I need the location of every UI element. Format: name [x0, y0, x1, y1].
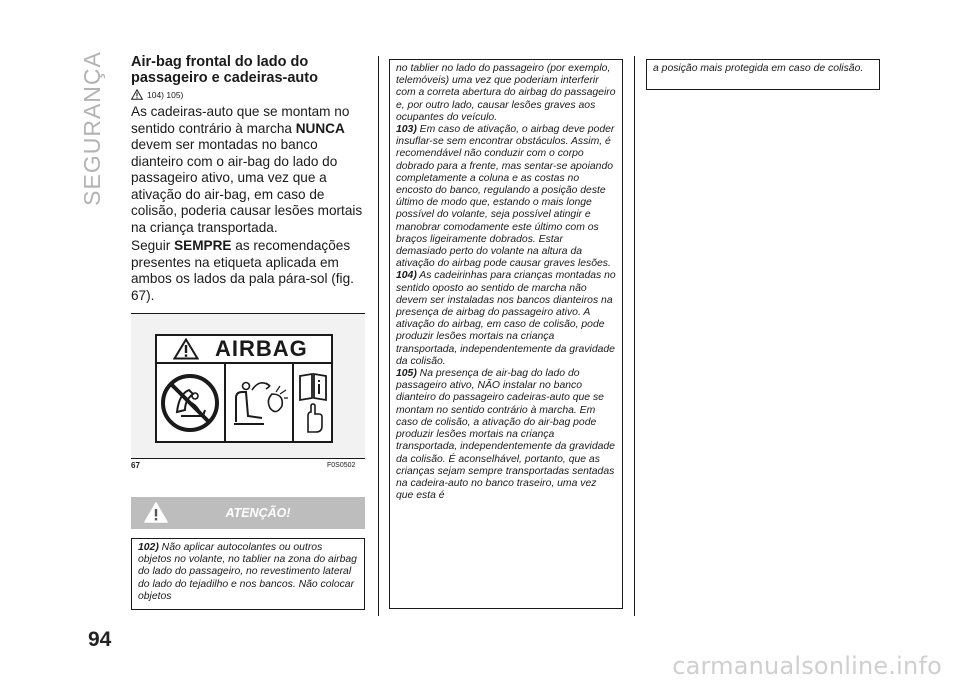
body-p2-a: Seguir	[131, 238, 175, 253]
warning-references-text: 104) 105)	[147, 89, 184, 100]
figure-67	[131, 314, 365, 459]
column-divider-2	[634, 56, 635, 616]
warning-103-text: Em caso de ativação, o airbag deve poder insuflar-se sem encontrar obstáculos. Assim, é recomendável não conduzir com o corpo dobrado para a frente, mas sentar-se apoiando completamente a coluna e as costas no encosto do banco, regulando a posição deste último de modo que, estando o mais longe possível do volante, seja possível atingir e manobrar comodamente este último com os braços ligeiramente dobrados. Estar demasiado perto do volante na altura da ativação do airbag pode causar graves lesões.	[396, 124, 615, 270]
body-p1-a: As cadeiras-auto que se montam no sentido contrário à marcha	[131, 104, 350, 136]
warning-105-text: Na presença de air-bag do lado do passageiro ativo, NÃO instalar no banco dianteiro do passageiro cadeiras-auto que se montam no sentido contrário à marcha. Em caso de colisão, a ativação do air-bag pode produzir lesões mortais na criança transportada, independentemente da gravidade da colisão. É aconselhável, portanto, que as crianças sejam sempre transportadas sentadas na cadeira-auto no banco traseiro, uma vez que esta é	[396, 368, 615, 502]
warning-104	[396, 270, 616, 368]
main-column	[131, 54, 365, 306]
warning-102-number: 102)	[138, 542, 159, 553]
section-title-line1: Air-bag frontal do lado do	[131, 54, 309, 70]
section-title-line2: passageiro e cadeiras-auto	[131, 70, 318, 86]
no-rear-facing-seat-icon	[157, 364, 226, 441]
page-number: 94	[88, 628, 112, 651]
warning-triangle-icon	[131, 89, 143, 100]
figure-code: F0S0502	[327, 462, 356, 469]
warning-title: ATENÇÃO!	[225, 506, 291, 520]
warning-102-text: Não aplicar autocolantes ou outros objetos no volante, no tablier na zona do airbag do lado do passageiro, no revestimento lateral do lado do tejadilho e nos bancos. Não colocar objetos	[138, 542, 357, 602]
section-title	[131, 54, 365, 86]
attention-triangle-icon	[131, 501, 181, 525]
warning-103-number: 103)	[396, 124, 417, 136]
body-p2-b: as recomendações presentes na etiqueta aplicada em ambos os lados da pala pára-sol (fig. 67).	[131, 238, 354, 303]
airbag-deployment-icon	[226, 364, 295, 441]
airbag-label-pictograms	[157, 364, 331, 441]
side-section-title-text: SEGURANÇA	[78, 50, 105, 206]
body-paragraph-2	[131, 238, 365, 304]
warning-105-number: 105)	[396, 368, 417, 380]
body-text	[131, 104, 365, 304]
warning-header	[131, 497, 365, 529]
airbag-label-header	[157, 336, 331, 364]
warning-references	[131, 89, 365, 100]
warning-box-part-2	[389, 59, 623, 609]
body-p1-b: devem ser montadas no banco dianteiro com o air-bag do lado do passageiro ativo, uma vez que a ativação do air-bag, em caso de colisão, poderia causar lesões mortais na criança transportada.	[131, 137, 363, 235]
warning-102-continued: no tablier no lado do passageiro (por exemplo, telemóveis) uma vez que poderiam interferir com a correta abertura do airbag do passageiro e, por outro lado, causar lesões graves aos ocupantes do veículo.	[396, 63, 616, 123]
warning-104-number: 104)	[396, 270, 417, 282]
warning-105	[396, 368, 616, 502]
body-p2-strong: SEMPRE	[174, 238, 232, 253]
warning-105-continued: a posição mais protegida em caso de colisão.	[653, 63, 864, 74]
footer-watermark: carmanualsonline.info	[672, 652, 942, 680]
column-divider-1	[378, 56, 379, 616]
airbag-warning-label	[155, 334, 333, 443]
airbag-label-text: AIRBAG	[215, 336, 308, 361]
figure-number: 67	[131, 461, 140, 470]
label-warning-triangle-icon	[157, 338, 215, 360]
figure-caption-rule	[131, 458, 365, 459]
read-manual-icon	[294, 364, 331, 441]
warning-box-part-3	[646, 59, 880, 90]
warning-box-part-1	[131, 538, 365, 610]
warning-102	[138, 542, 358, 603]
warning-104-text: As cadeirinhas para crianças montadas no sentido oposto ao sentido de marcha não devem ser instaladas nos bancos dianteiros na presença de airbag do passageiro ativo. A ativação do airbag, em caso de colisão, pode produzir lesões mortais na criança transportada, independentemente da gravidade da colisão.	[396, 270, 616, 367]
body-p1-strong: NUNCA	[295, 120, 345, 136]
warning-103	[396, 124, 616, 270]
body-paragraph-1	[131, 104, 365, 236]
side-section-title	[72, 50, 112, 206]
